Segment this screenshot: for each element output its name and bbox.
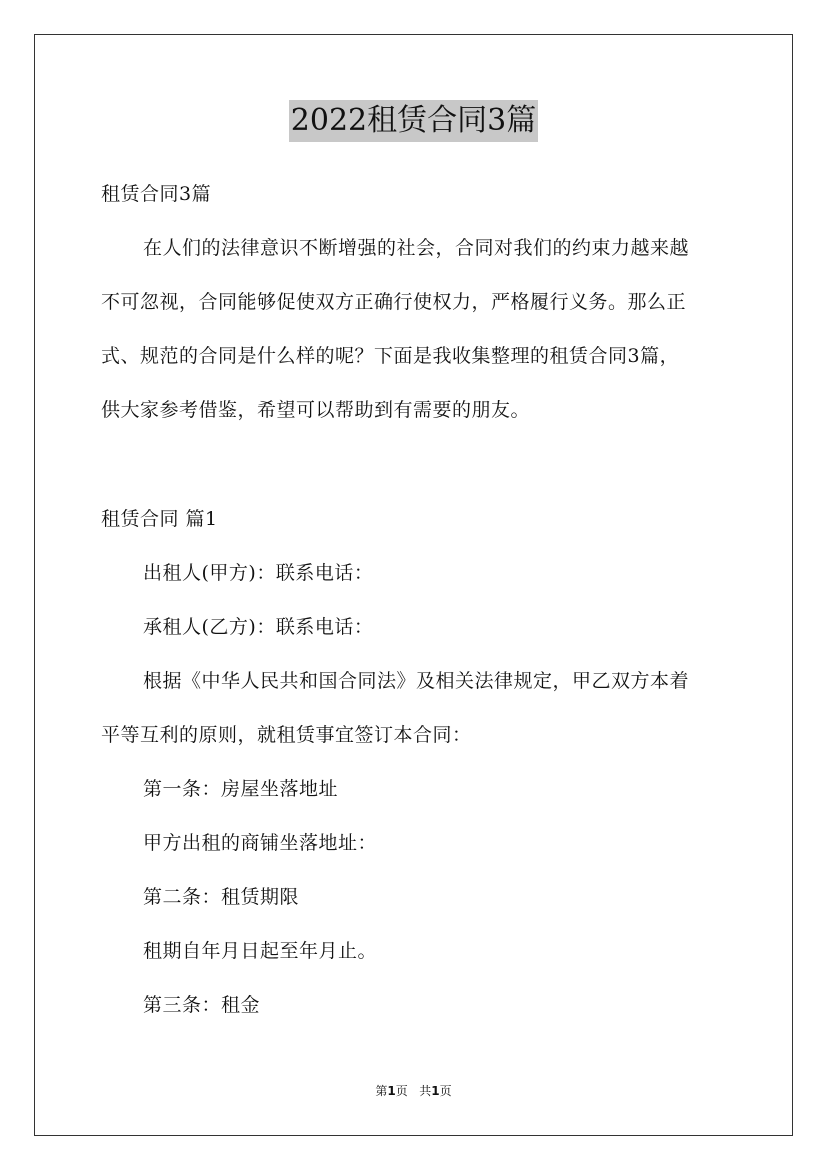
footer-total-prefix: 共 xyxy=(419,1084,432,1098)
section-heading: 租赁合同 篇1 xyxy=(101,508,218,530)
paragraph-line: 根据《中华人民共和国合同法》及相关法律规定，甲乙双方本着 xyxy=(143,670,690,692)
paragraph-line: 式、规范的合同是什么样的呢？下面是我收集整理的租赁合同3篇， xyxy=(101,345,680,367)
paragraph-line: 供大家参考借鉴，希望可以帮助到有需要的朋友。 xyxy=(101,399,531,421)
article-body: 租期自年月日起至年月止。 xyxy=(143,940,378,962)
paragraph-line: 平等互利的原则，就租赁事宜签订本合同： xyxy=(101,724,472,746)
article-heading: 第一条：房屋坐落地址 xyxy=(143,778,339,800)
paragraph-line: 不可忽视，合同能够促使双方正确行使权力，严格履行义务。那么正 xyxy=(101,291,687,313)
article-heading: 第三条：租金 xyxy=(143,994,261,1016)
page-footer xyxy=(0,1083,827,1099)
lessor-line: 出租人(甲方)：联系电话： xyxy=(143,562,374,584)
footer-total-number: 1 xyxy=(431,1084,440,1098)
subtitle: 租赁合同3篇 xyxy=(101,183,212,205)
document-title: 2022租赁合同3篇 xyxy=(289,100,538,142)
footer-page-prefix: 第 xyxy=(375,1084,388,1098)
paragraph-line: 在人们的法律意识不断增强的社会，合同对我们的约束力越来越 xyxy=(143,237,690,259)
article-heading: 第二条：租赁期限 xyxy=(143,886,300,908)
article-body: 甲方出租的商铺坐落地址： xyxy=(143,832,378,854)
title-container xyxy=(0,100,827,142)
footer-page-suffix: 页 xyxy=(395,1084,408,1098)
lessee-line: 承租人(乙方)：联系电话： xyxy=(143,616,374,638)
footer-page-number: 1 xyxy=(387,1084,396,1098)
footer-total-suffix: 页 xyxy=(439,1084,452,1098)
